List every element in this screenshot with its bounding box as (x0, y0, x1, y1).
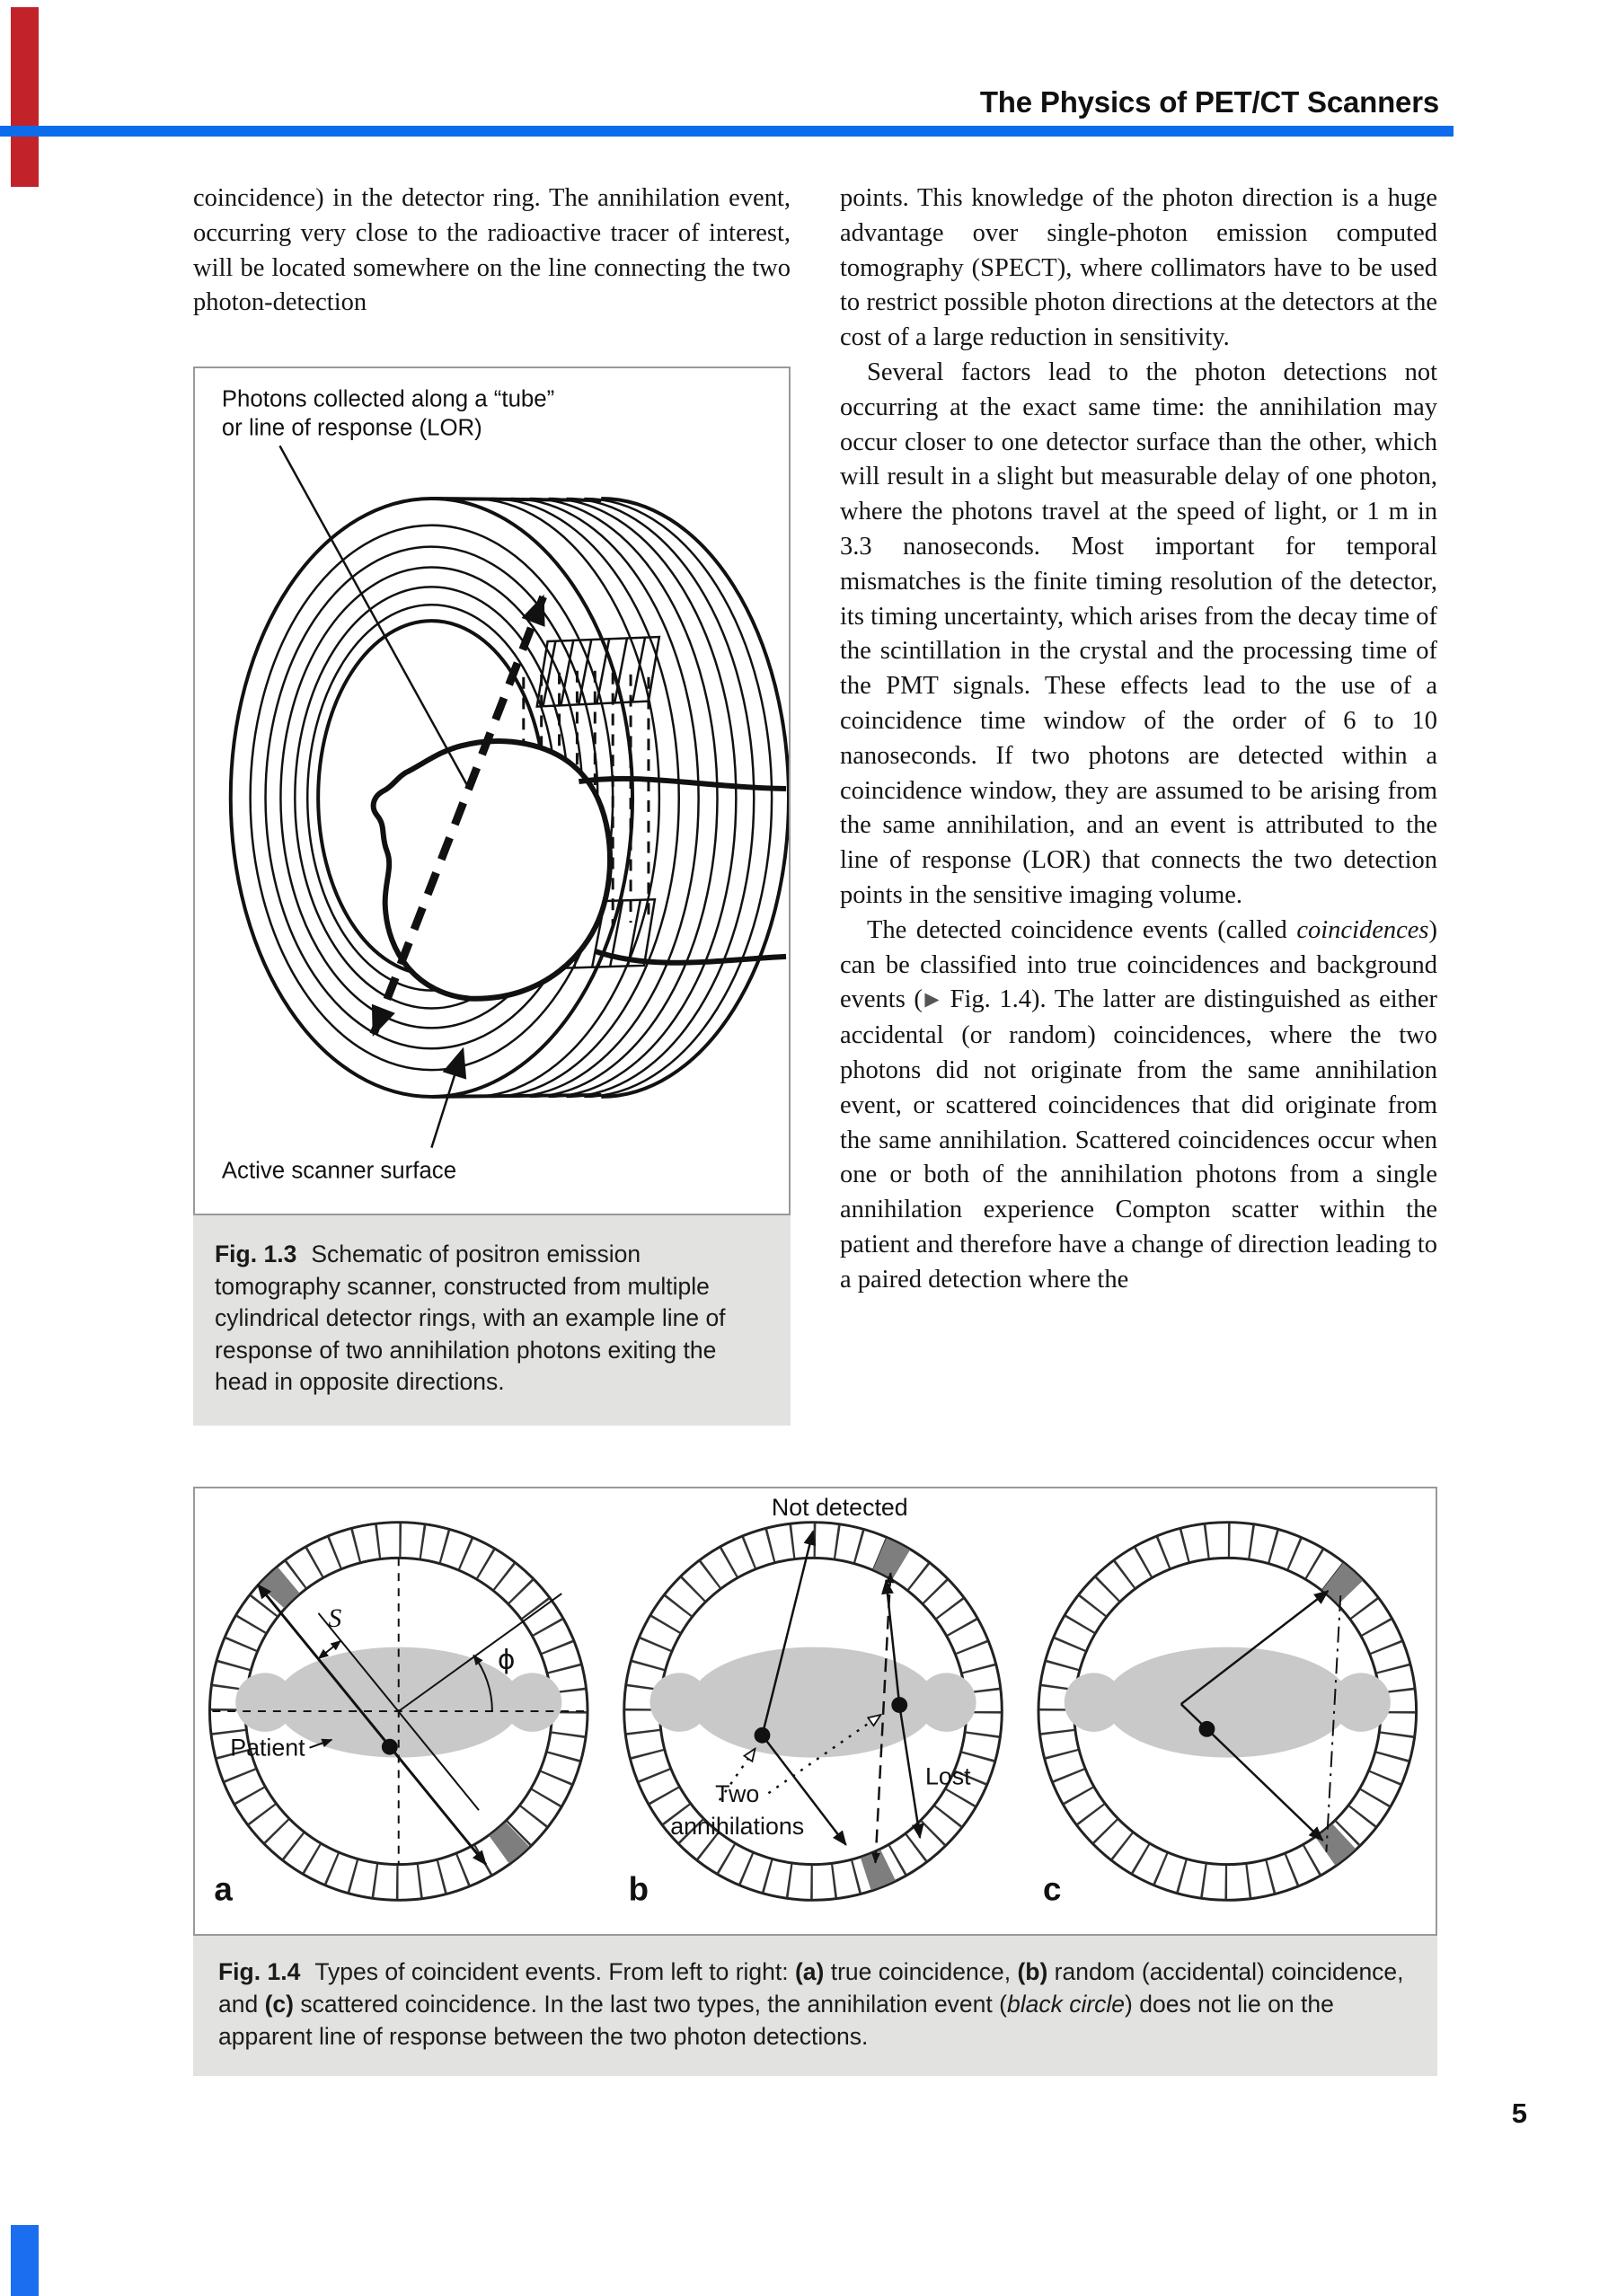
panel-c-letter: c (1042, 1870, 1062, 1908)
fig14-panel-a (193, 1487, 641, 1936)
patient-body (1104, 1647, 1350, 1758)
caption-run-bold: (b) (1017, 1958, 1048, 1985)
phi-label: ϕ (497, 1644, 516, 1676)
chapter-tab-blue (11, 2225, 39, 2296)
figure-1-3-caption (193, 1215, 791, 1426)
two-annihilations-label-2: annihilations (670, 1812, 805, 1840)
paragraph: points. This knowledge of the photon direction is a huge advantage over single-photon emission computed tomography (SPECT), where collimators have to be used to restrict possible photon directions at the detectors at the cost of a large reduction in sensitivity. (840, 184, 1437, 352)
panel-a-letter: a (214, 1870, 233, 1908)
text-run: Fig. 1.4). The latter are distinguished as either accidental (or random) coincidences, where the two photons did not originate from the same annihilation event, or scattered coincidences that did originate from the same annihilation. Scattered coincidences occur when one or both of the annihilation photons from a single annihilation experience Compton scatter within the patient and therefore have a change of direction leading to a paired detection where the (840, 985, 1437, 1294)
caption-run: Types of coincident events. From left to right: (314, 1958, 795, 1985)
caption-run: true coincidence, (824, 1958, 1018, 1985)
caption-run-bold: (a) (794, 1958, 825, 1985)
patient-arm (1065, 1673, 1123, 1731)
figure-1-4-caption (193, 1936, 1437, 2076)
text-column-left (193, 181, 791, 321)
fig14-panel-c (985, 1487, 1437, 1936)
fig13-surface-label: Active scanner surface (221, 1158, 457, 1184)
figure-1-4-caption-tag: Fig. 1.4 (218, 1958, 301, 1985)
chapter-tab-red (11, 7, 39, 187)
annihilation-dot (755, 1727, 771, 1744)
fig14-panel-b (584, 1487, 1041, 1936)
lost-label: Lost (925, 1762, 971, 1790)
text-column-right (840, 181, 1437, 1298)
fig13-label-line1: Photons collected along a “tube” (221, 386, 555, 412)
figure-1-3-caption-tag: Fig. 1.3 (215, 1241, 297, 1267)
annihilation-dot (1199, 1721, 1215, 1737)
patient-arm (235, 1673, 294, 1731)
page-title: The Physics of PET/CT Scanners (979, 85, 1439, 119)
not-detected-label: Not detected (771, 1493, 908, 1521)
s-label: S (328, 1603, 342, 1633)
header-rule (0, 126, 1454, 137)
caption-run-italic: black circle (1006, 1991, 1126, 2018)
patient-label: Patient (230, 1734, 305, 1762)
annihilation-dot (382, 1739, 398, 1755)
text-run: The detected coincidence events (called (867, 915, 1297, 944)
figure-1-3 (193, 366, 791, 1426)
patient-head-outline (374, 741, 610, 999)
fig-reference-triangle-icon: ▶ (922, 988, 942, 1011)
patient-body-line-top (579, 779, 786, 789)
annihilation-dot (891, 1697, 907, 1713)
figure-1-3-caption-text: Schematic of positron emission tomography scanner, constructed from multiple cylindrical detector rings, with an example line of response of two annihilation photons exiting the head in opposite directions. (215, 1241, 726, 1395)
text-run-italic: coincidences (1296, 915, 1429, 944)
caption-run: ) does not lie on the apparent line of response between the two photon detections. (218, 1991, 1334, 2050)
fig13-label-line2: or line of response (LOR) (221, 415, 482, 441)
figure-1-4-art (193, 1487, 1437, 1936)
page-number: 5 (1511, 2097, 1527, 2129)
figure-1-4 (193, 1487, 1437, 2076)
paragraph: coincidence) in the detector ring. The annihilation event, occurring very close to the radioactive tracer of interest, will be located somewhere on the line connecting the two photon-detection (193, 184, 791, 317)
text-run: ) can be classified into true coincidences and background events ( (840, 915, 1437, 1014)
figure-1-3-art (193, 366, 791, 1215)
two-annihilations-label-1: Two (715, 1780, 760, 1808)
patient-arm (503, 1673, 561, 1731)
paragraph (840, 914, 1437, 1298)
patient-arm (649, 1673, 708, 1731)
patient-arm (917, 1673, 976, 1731)
caption-run: scattered coincidence. In the last two types, the annihilation event ( (293, 1991, 1007, 2018)
panel-b-letter: b (628, 1870, 649, 1908)
caption-run: random (accidental) coincidence, and (218, 1958, 1404, 2018)
surface-label-leader (431, 1049, 463, 1147)
paragraph: Several factors lead to the photon detections not occurring at the exact same time: the annihilation may occur closer to one detector surface than the other, which will result in a slight but measurable delay of one photon, where the photons travel at the speed of light, or 1 m in 3.3 nanoseconds. Most important for temporal mismatches is the finite timing resolution of the detector, its timing uncertainty, which arises from the decay time of the scintillation in the crystal and the processing time of the PMT signals. These effects lead to the use of a coincidence time window of the order of 6 to 10 nanoseconds. If two photons are detected within a coincidence window, they are assumed to be arising from the same annihilation, and an event is attributed to the line of response (LOR) that connects the two detection points in the sensitive imaging volume. (840, 358, 1437, 909)
caption-run-bold: (c) (264, 1991, 294, 2018)
patient-arm (1331, 1673, 1390, 1731)
